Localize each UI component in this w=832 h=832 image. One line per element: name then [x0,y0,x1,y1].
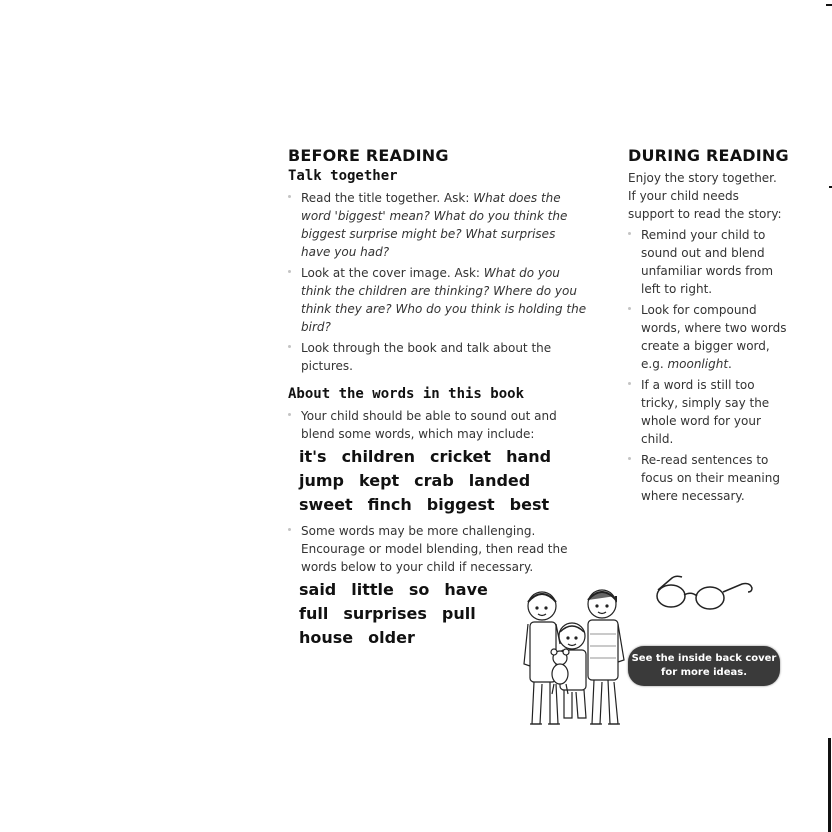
word: house [299,628,354,647]
page-edge-line [828,738,831,832]
during-reading-heading: DURING READING [628,146,789,165]
word: little [351,580,394,599]
word-row [299,602,519,626]
word-row [299,578,519,602]
word: have [444,580,488,599]
talk-together-list [288,189,588,378]
words-intro: Your child should be able to sound out and blend some words, which may include: [288,407,588,443]
word: finch [367,495,412,514]
word: kept [359,471,400,490]
glasses-icon [652,570,756,612]
children-illustration [516,584,634,734]
during-intro: Enjoy the story together. If your child needs support to read the story: [628,171,782,221]
word-row [299,469,559,493]
word: landed [468,471,531,490]
word: biggest [426,495,495,514]
during-item: Remind your child to sound out and blend unfamiliar words from left to right. [628,226,788,298]
word: sweet [299,495,353,514]
word: full [299,604,329,623]
challenge-intro-list [288,522,588,579]
word: jump [299,471,344,490]
words-intro-list [288,407,588,446]
during-item: If a word is still too tricky, simply say the whole word for your child. [628,376,788,448]
word: cricket [430,447,492,466]
word: it's [299,447,327,466]
word: crab [414,471,454,490]
word: pull [441,604,476,623]
callout-line: for more ideas. [661,667,747,678]
word-row [299,493,559,517]
before-reading-heading: BEFORE READING [288,146,449,165]
word: best [509,495,550,514]
page-edge-mark [826,4,832,6]
callout-line: See the inside back cover [631,653,777,664]
challenge-intro: Some words may be more challenging. Encourage or model blending, then read the words below to your child if necessary. [288,522,588,576]
word: so [408,580,430,599]
talk-item: Read the title together. Ask: What does the word 'biggest' mean? What do you think the biggest surprise might be? What surprises have you had? [288,189,588,261]
word: hand [506,447,552,466]
tricky-words [299,578,519,650]
word-row [299,445,559,469]
inside-back-cover-callout [628,646,780,686]
word: older [368,628,415,647]
word: children [341,447,415,466]
during-item: Re-read sentences to focus on their meaning where necessary. [628,451,788,505]
word: said [299,580,337,599]
talk-item: Look at the cover image. Ask: What do you think the children are thinking? Where do you think they are? Who do you think is holding the bird? [288,264,588,336]
word: surprises [343,604,427,623]
talk-item: Look through the book and talk about the pictures. [288,339,588,375]
during-list [628,226,788,508]
decodable-words [299,445,559,517]
during-item: Look for compound words, where two words create a bigger word, e.g. moonlight. [628,301,788,373]
word-row [299,626,519,650]
talk-together-heading: Talk together [288,168,398,184]
about-words-heading: About the words in this book [288,386,525,402]
